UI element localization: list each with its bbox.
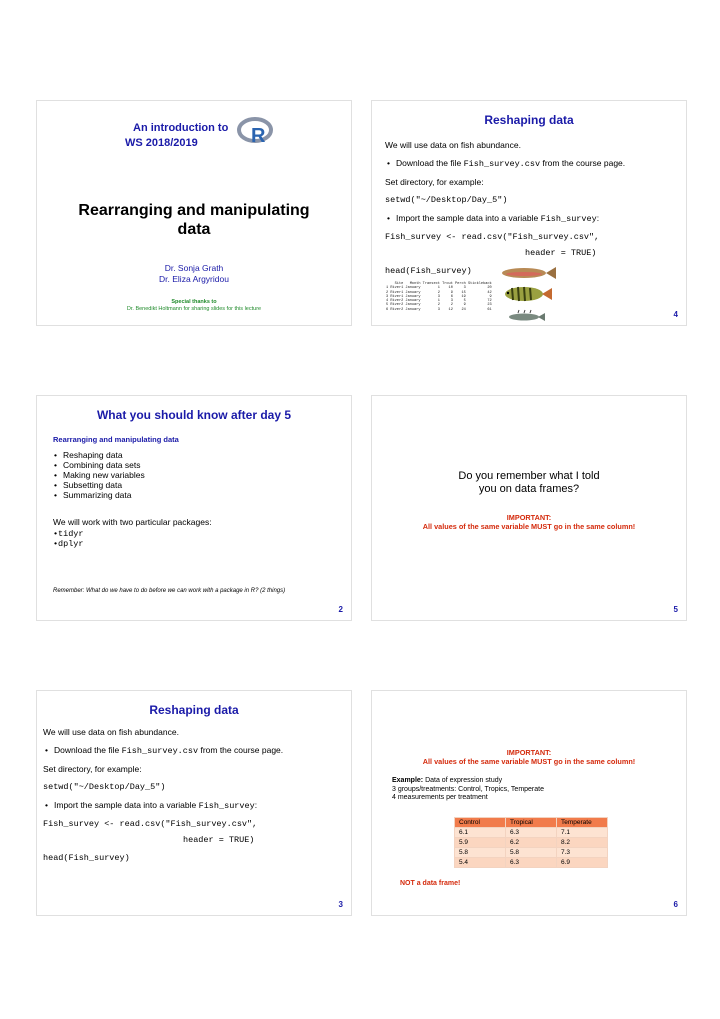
table-cell: 6.9 xyxy=(557,858,608,868)
list-item: • Combining data sets xyxy=(54,460,145,470)
example-line: Example: Data of expression study xyxy=(392,777,503,784)
list-item: • Summarizing data xyxy=(54,490,145,500)
slide-6 xyxy=(371,690,687,916)
page-number: 6 xyxy=(673,900,678,909)
table-cell: 6.3 xyxy=(506,858,557,868)
important-text: All values of the same variable MUST go in the same column! xyxy=(422,522,636,531)
thanks xyxy=(37,299,351,313)
question-line2: you on data frames? xyxy=(478,483,580,495)
setdir-text: Set directory, for example: xyxy=(43,764,142,774)
table-header-row xyxy=(455,818,608,828)
code-setwd: setwd("~/Desktop/Day_5") xyxy=(43,782,166,792)
slide-body xyxy=(385,139,680,277)
list-item: • Making new variables xyxy=(54,470,145,480)
r-logo-icon xyxy=(237,117,277,145)
code-setwd: setwd("~/Desktop/Day_5") xyxy=(385,195,508,205)
table-cell: 8.2 xyxy=(557,838,608,848)
slide-body xyxy=(43,726,343,864)
slide-subtitle: Rearranging and manipulating data xyxy=(53,435,179,444)
author-1: Dr. Sonja Grath xyxy=(164,263,224,273)
package-list xyxy=(53,529,84,549)
packages-intro: We will work with two particular packages: xyxy=(53,517,212,527)
slide-5 xyxy=(371,395,687,621)
table-header-cell: Control xyxy=(455,818,506,828)
table-cell: 5.8 xyxy=(455,848,506,858)
important-note xyxy=(372,748,686,766)
expression-table xyxy=(454,817,608,868)
perch-icon xyxy=(505,287,552,301)
not-data-frame-note: NOT a data frame! xyxy=(400,880,461,887)
table-row xyxy=(455,828,608,838)
code-header: header = TRUE) xyxy=(525,248,597,258)
topic-list xyxy=(54,450,145,500)
important-label: IMPORTANT: xyxy=(506,748,552,757)
slide-title: Reshaping data xyxy=(149,703,239,717)
author-2: Dr. Eliza Argyridou xyxy=(159,274,229,284)
question xyxy=(372,470,686,496)
table-cell: 5.9 xyxy=(455,838,506,848)
groups-line: 3 groups/treatments: Control, Tropics, Temperate xyxy=(392,785,544,793)
package-dplyr: • dplyr xyxy=(53,539,84,549)
head-output: Site Month Transect Trout Perch Stickleback 1 River1 January 1 10 3 20 2 River1 January 2 9 15 42 3 River1 January 3 6 19 9 4 River2 January 1 3 5 72 5 River2 January 2 2 9 23 6 River2 January 3 12 24 61 xyxy=(386,282,492,312)
page-number: 2 xyxy=(338,605,343,614)
deck-title-line1: Rearranging and manipulating xyxy=(78,202,310,219)
slide-3 xyxy=(36,690,352,916)
stickleback-icon xyxy=(509,310,545,321)
intro-text: We will use data on fish abundance. xyxy=(43,727,179,737)
table-cell: 5.8 xyxy=(506,848,557,858)
table-row xyxy=(455,858,608,868)
import-bullet: • Import the sample data into a variable Fish_survey: xyxy=(387,212,680,225)
page-number: 3 xyxy=(338,900,343,909)
page-number: 4 xyxy=(673,310,678,319)
intro-text: We will use data on fish abundance. xyxy=(385,140,521,150)
thanks-heading: Special thanks to xyxy=(171,299,217,305)
slide-4 xyxy=(371,100,687,326)
fish-images xyxy=(498,261,558,326)
table-cell: 7.1 xyxy=(557,828,608,838)
download-bullet: • Download the file Fish_survey.csv from the course page. xyxy=(45,744,343,757)
example-block xyxy=(392,777,544,803)
table-header-cell: Temperate xyxy=(557,818,608,828)
slide-2 xyxy=(36,395,352,621)
code-head: head(Fish_survey) xyxy=(43,853,130,863)
important-note xyxy=(372,513,686,531)
course-line: An introduction to xyxy=(133,122,229,134)
code-head: head(Fish_survey) xyxy=(385,266,472,276)
setdir-text: Set directory, for example: xyxy=(385,177,484,187)
slide-1 xyxy=(36,100,352,326)
package-tidyr: • tidyr xyxy=(53,529,84,539)
measurements-line: 4 measurements per treatment xyxy=(392,794,488,801)
code-header: header = TRUE) xyxy=(183,835,255,845)
table-row xyxy=(455,838,608,848)
r-logo-letter: R xyxy=(251,125,266,145)
table-cell: 7.3 xyxy=(557,848,608,858)
list-item: • Reshaping data xyxy=(54,450,145,460)
code-read-csv: Fish_survey <- read.csv("Fish_survey.csv", xyxy=(385,232,600,242)
code-read-csv: Fish_survey <- read.csv("Fish_survey.csv", xyxy=(43,819,258,829)
import-bullet: • Import the sample data into a variable Fish_survey: xyxy=(45,799,343,812)
table-row xyxy=(455,848,608,858)
remember-note: Remember: What do we have to do before we can work with a package in R? (2 things) xyxy=(53,588,286,594)
important-label: IMPORTANT: xyxy=(506,513,552,522)
table-cell: 6.1 xyxy=(455,828,506,838)
question-line1: Do you remember what I told xyxy=(458,470,600,482)
slide-title: Reshaping data xyxy=(484,113,574,127)
deck-title-line2: data xyxy=(177,221,211,238)
trout-icon xyxy=(502,267,556,279)
table-header-cell: Tropical xyxy=(506,818,557,828)
slide-title: What you should know after day 5 xyxy=(96,408,292,422)
download-bullet: • Download the file Fish_survey.csv from the course page. xyxy=(387,157,680,170)
authors xyxy=(37,263,351,285)
table-cell: 6.3 xyxy=(506,828,557,838)
thanks-text: Dr. Benedikt Holtmann for sharing slides for this lecture xyxy=(126,306,262,312)
table-cell: 6.2 xyxy=(506,838,557,848)
table-cell: 5.4 xyxy=(455,858,506,868)
list-item: • Subsetting data xyxy=(54,480,145,490)
important-text: All values of the same variable MUST go in the same column! xyxy=(422,757,636,766)
deck-title xyxy=(37,201,351,239)
semester-line: WS 2018/2019 xyxy=(125,137,198,149)
page-number: 5 xyxy=(673,605,678,614)
